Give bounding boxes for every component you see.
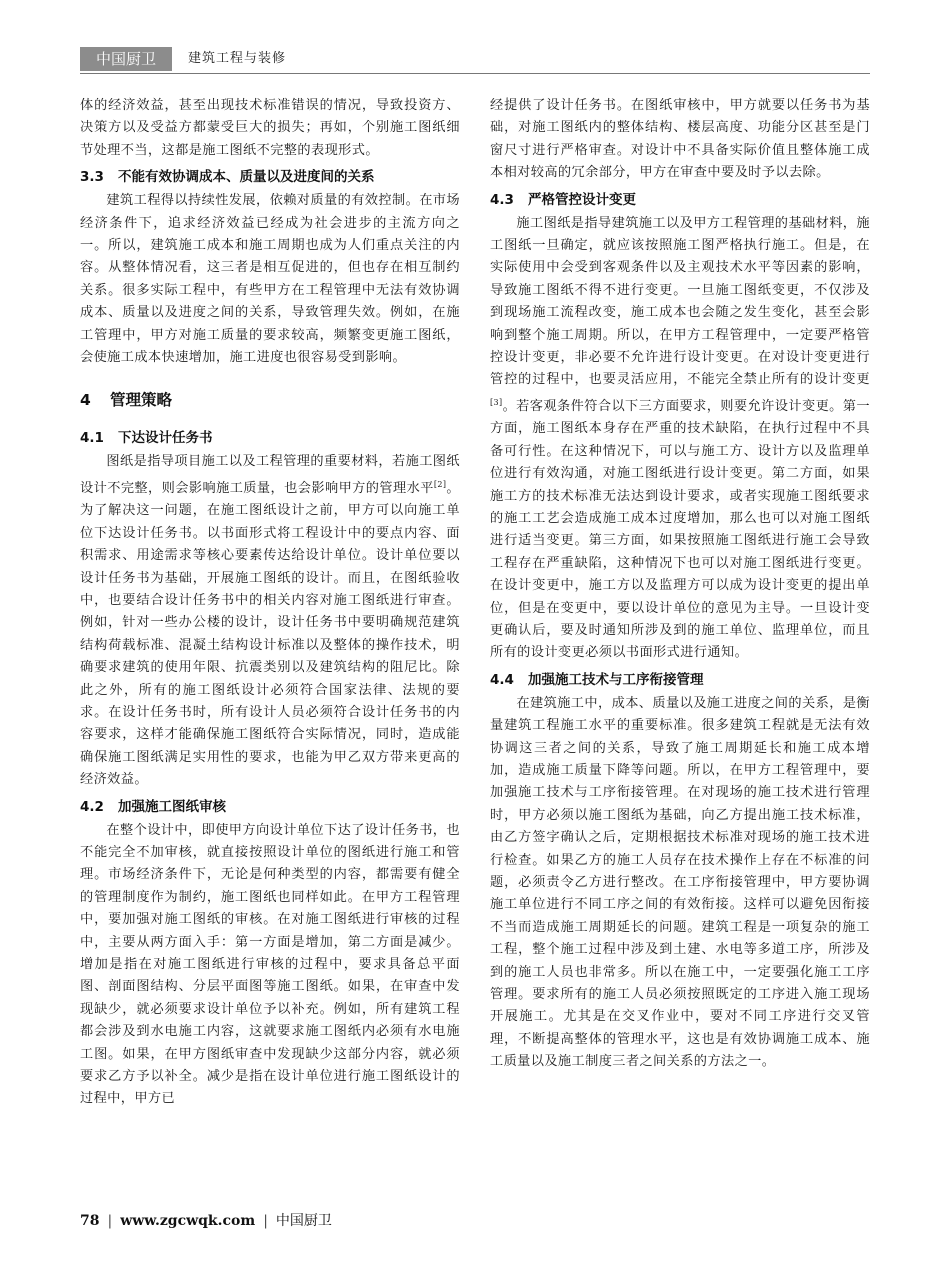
header-rule xyxy=(80,73,870,74)
heading-title: 管理策略 xyxy=(110,391,173,410)
paragraph xyxy=(80,451,460,791)
citation-ref: [3] xyxy=(490,397,503,407)
paragraph-text: 。若客观条件符合以下三方面要求，则要允许设计变更。第一方面，施工图纸本身存在严重的技术缺陷，在执行过程中不具备可行性。在这种情况下，可以与施工方、设计方以及监理单位进行有效沟通，对施工图纸进行设计变更。第二方面，如果施工方的技术标准无法达到设计要求，或者实现施工图纸要求的施工工艺会造成施工成本过度增加，那么也可以对施工图纸进行适当变更。第三方面，如果按照施工图纸进行施工会导致工程存在严重缺陷，这种情况下也可以对施工图纸进行变更。在设计变更中，施工方以及监理方可以成为设计变更的提出单位，但是在变更中，要以设计单位的意见为主导。一旦设计变更确认后，要及时通知所涉及到的施工单位、监理单位，而且所有的设计变更必须以书面形式进行通知。 xyxy=(490,398,870,661)
heading-title: 下达设计任务书 xyxy=(118,430,213,447)
paragraph xyxy=(490,213,870,665)
page-number: 78 xyxy=(80,1213,100,1229)
paragraph: 建筑工程得以持续性发展，依赖对质量的有效控制。在市场经济条件下，追求经济效益已经成为社会进步的主流方向之一。所以，建筑施工成本和施工周期也成为人们重点关注的内容。从整体情况看，这三者是相互促进的，但也存在相互制约关系。很多实际工程中，有些甲方在工程管理中无法有效协调成本、质量以及进度之间的关系，导致管理失效。例如，在施工管理中，甲方对施工质量的要求较高，频繁变更施工图纸，会使施工成本快速增加，施工进度也很容易受到影响。 xyxy=(80,193,460,366)
right-column xyxy=(490,95,870,1074)
heading-title: 加强施工技术与工序衔接管理 xyxy=(528,671,704,688)
continued-paragraph: 经提供了设计任务书。在图纸审核中，甲方就要以任务书为基础，对施工图纸内的整体结构、楼层高度、功能分区甚至是门窗尺寸进行严格审查。对设计中不具备实际价值且整体施工成本相对较高的冗余部分，甲方在审查中要及时予以去除。 xyxy=(490,98,870,181)
heading-number: 4.2 xyxy=(80,798,104,815)
footer-journal: 中国厨卫 xyxy=(275,1213,332,1229)
running-header xyxy=(80,44,870,74)
page-footer xyxy=(80,1210,332,1230)
left-column xyxy=(80,95,460,1111)
heading-number: 3.3 xyxy=(80,169,104,186)
heading-4-3 xyxy=(490,187,870,213)
heading-4-2 xyxy=(80,794,460,820)
citation-ref: [2] xyxy=(433,479,447,489)
paragraph-text: 施工图纸是指导建筑施工以及甲方工程管理的基础材料，施工图纸一旦确定，就应该按照施工图严格执行施工。但是，在实际使用中会受到客观条件以及主观技术水平等因素的影响，导致施工图纸不得不进行变更。一旦施工图纸变更，不仅涉及到现场施工流程改变，施工成本也会随之发生变化，甚至会影响到整个施工周期。所以，在甲方工程管理中，一定要严格管控设计变更，非必要不允许进行设计变更。在对设计变更进行管控的过程中，也要灵活应用，不能完全禁止所有的设计变更 xyxy=(490,215,870,388)
heading-title: 不能有效协调成本、质量以及进度间的关系 xyxy=(118,169,375,186)
paragraph-text: 。为了解决这一问题，在施工图纸设计之前，甲方可以向施工单位下达设计任务书。以书面形式将工程设计中的要点内容、面积需求、用途需求等核心要素传达给设计单位。设计单位要以设计任务书为基础，开展施工图纸的设计。而且，在图纸验收中，也要结合设计任务书中的相关内容对施工图纸进行审查。例如，针对一些办公楼的设计，设计任务书中要明确规范建筑结构荷载标准、混凝土结构设计标准以及整体的操作技术，明确要求建筑的使用年限、抗震类别以及建筑结构的阻尼比。除此之外，所有的施工图纸设计必须符合国家法律、法规的要求。在设计任务书时，所有设计人员必须符合设计任务书的内容要求，这样才能确保施工图纸符合实际情况，同时，造成能确保施工图纸满足实用性的要求，也能为甲乙双方带来更高的经济效益。 xyxy=(80,480,460,788)
paragraph: 在整个设计中，即使甲方向设计单位下达了设计任务书，也不能完全不加审核，就直接按照设计单位的图纸进行施工和管理。市场经济条件下，无论是何种类型的内容，都需要有健全的管理制度作为制约，施工图纸也同样如此。在甲方工程管理中，要加强对施工图纸的审核。在对施工图纸进行审核的过程中，主要从两方面入手：第一方面是增加，第二方面是减少。增加是指在对施工图纸进行审核的过程中，要求具备总平面图、剖面图结构、分层平面图等施工图纸。如果，在审查中发现缺少，就必须要求设计单位予以补充。例如，所有建筑工程都会涉及到水电施工内容，这就要求施工图纸内必须有水电施工图。如果，在甲方图纸审查中发现缺少这部分内容，就必须要求乙方予以补全。减少是指在设计单位进行施工图纸设计的过程中，甲方已 xyxy=(80,822,460,1107)
heading-number: 4.4 xyxy=(490,671,514,688)
heading-number: 4.1 xyxy=(80,430,104,447)
footer-separator: | xyxy=(107,1213,113,1229)
heading-4-1 xyxy=(80,425,460,451)
footer-website: www.zgcwqk.com xyxy=(120,1213,256,1229)
heading-4 xyxy=(80,387,460,413)
heading-number: 4.3 xyxy=(490,191,514,208)
heading-4-4 xyxy=(490,667,870,693)
paragraph: 在建筑施工中，成本、质量以及施工进度之间的关系，是衡量建筑工程施工水平的重要标准。很多建筑工程就是无法有效协调这三者之间的关系，导致了施工周期延长和施工成本增加，造成施工质量下降等问题。所以，在甲方工程管理中，要加强施工技术与工序衔接管理。在对现场的施工技术进行管理时，甲方必须以施工图纸为基础，向乙方提出施工技术标准，由乙方签字确认之后，定期根据技术标准对现场的施工技术进行检查。如果乙方的施工人员存在技术操作上存在不标准的问题，必须责令乙方进行整改。在工序衔接管理中，甲方要协调施工单位进行不同工序之间的有效衔接。这样可以避免因衔接不当而造成施工周期延长的问题。建筑工程是一项复杂的施工工程，整个施工过程中涉及到土建、水电等多道工序，所涉及到的施工人员也非常多。所以在施工中，一定要强化施工工序管理。要求所有的施工人员必须按照既定的工序进入施工现场开展施工。尤其是在交叉作业中，要对不同工序进行交叉管理，不断提高整体的管理水平，这也是有效协调施工成本、施工质量以及施工制度三者之间关系的方法之一。 xyxy=(490,695,870,1070)
journal-name-box: 中国厨卫 xyxy=(80,47,172,71)
heading-number: 4 xyxy=(80,391,91,410)
section-name: 建筑工程与装修 xyxy=(188,51,287,66)
heading-3-3 xyxy=(80,164,460,190)
paragraph-text: 图纸是指导项目施工以及工程管理的重要材料，若施工图纸设计不完整，则会影响施工质量，也会影响甲方的管理水平 xyxy=(80,454,460,496)
continued-paragraph: 体的经济效益，甚至出现技术标准错误的情况，导致投资方、决策方以及受益方都蒙受巨大的损失；再如，个别施工图纸细节处理不当，这都是施工图纸不完整的表现形式。 xyxy=(80,98,460,158)
heading-title: 严格管控设计变更 xyxy=(528,191,636,208)
heading-title: 加强施工图纸审核 xyxy=(118,798,226,815)
footer-separator: | xyxy=(263,1213,268,1229)
